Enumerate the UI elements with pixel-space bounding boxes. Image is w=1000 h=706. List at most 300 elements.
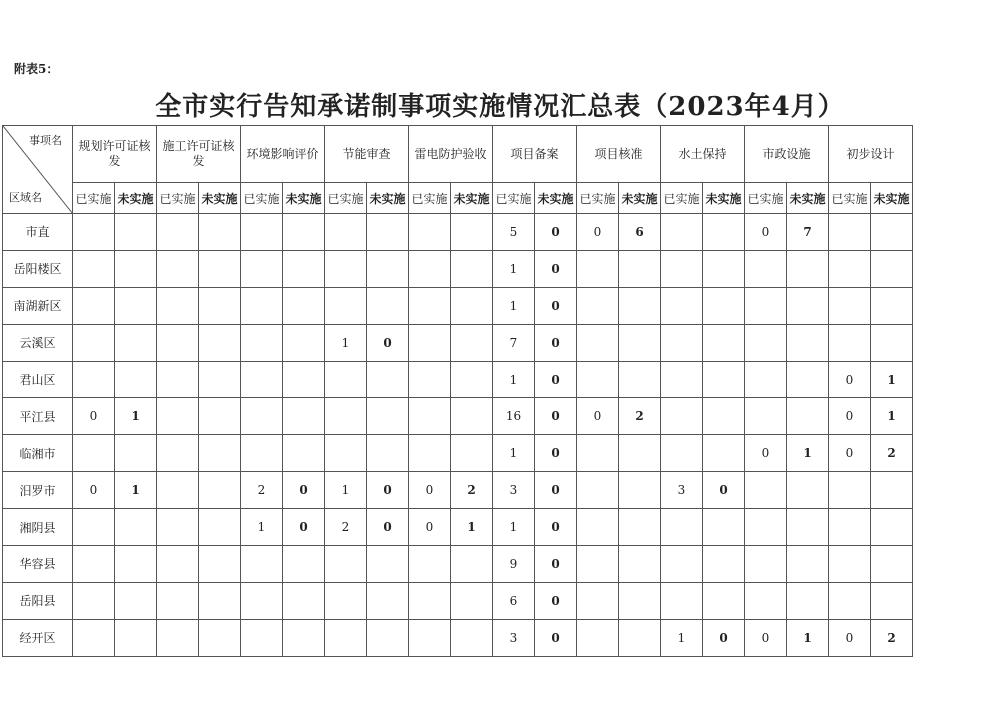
value-cell — [409, 250, 451, 287]
table-row — [3, 546, 913, 583]
value-cell — [745, 287, 787, 324]
value-cell — [115, 546, 157, 583]
value-cell — [199, 435, 241, 472]
value-cell — [73, 287, 115, 324]
value-cell — [745, 509, 787, 546]
value-cell — [661, 509, 703, 546]
value-cell — [409, 398, 451, 435]
value-cell — [409, 435, 451, 472]
region-name: 平江县 — [3, 398, 73, 435]
value-cell: 0 — [535, 472, 577, 509]
sub-header-not-implemented: 未实施 — [367, 183, 409, 214]
appendix-note: 附表5： — [14, 62, 59, 76]
value-cell — [325, 582, 367, 619]
value-cell: 1 — [493, 287, 535, 324]
value-cell: 0 — [535, 546, 577, 583]
sub-header-implemented: 已实施 — [325, 183, 367, 214]
sub-header-not-implemented: 未实施 — [619, 183, 661, 214]
value-cell: 0 — [829, 361, 871, 398]
value-cell: 7 — [493, 324, 535, 361]
value-cell: 0 — [409, 472, 451, 509]
sub-header-implemented: 已实施 — [241, 183, 283, 214]
value-cell — [115, 435, 157, 472]
value-cell: 1 — [493, 509, 535, 546]
value-cell — [241, 324, 283, 361]
value-cell — [241, 214, 283, 251]
value-cell: 2 — [619, 398, 661, 435]
value-cell — [871, 546, 913, 583]
value-cell — [367, 546, 409, 583]
value-cell — [661, 435, 703, 472]
value-cell — [703, 324, 745, 361]
category-header: 规划许可证核发 — [73, 126, 157, 183]
value-cell: 0 — [829, 435, 871, 472]
value-cell — [409, 582, 451, 619]
value-cell — [619, 472, 661, 509]
table-row — [3, 472, 913, 509]
value-cell — [115, 287, 157, 324]
value-cell — [199, 619, 241, 656]
value-cell — [409, 546, 451, 583]
table-row — [3, 398, 913, 435]
value-cell: 0 — [703, 619, 745, 656]
value-cell — [745, 546, 787, 583]
value-cell — [703, 214, 745, 251]
value-cell: 2 — [325, 509, 367, 546]
value-cell — [871, 214, 913, 251]
value-cell: 1 — [241, 509, 283, 546]
value-cell — [283, 582, 325, 619]
region-name: 云溪区 — [3, 324, 73, 361]
category-header: 市政设施 — [745, 126, 829, 183]
value-cell: 0 — [535, 509, 577, 546]
value-cell — [367, 250, 409, 287]
corner-cell — [3, 126, 73, 214]
value-cell — [283, 287, 325, 324]
value-cell — [73, 435, 115, 472]
value-cell — [787, 361, 829, 398]
value-cell — [283, 619, 325, 656]
value-cell — [703, 509, 745, 546]
value-cell: 0 — [535, 582, 577, 619]
value-cell — [451, 324, 493, 361]
value-cell — [661, 324, 703, 361]
value-cell — [829, 287, 871, 324]
value-cell — [661, 582, 703, 619]
category-header: 施工许可证核发 — [157, 126, 241, 183]
value-cell: 0 — [73, 398, 115, 435]
value-cell — [451, 250, 493, 287]
value-cell — [871, 324, 913, 361]
value-cell — [451, 214, 493, 251]
value-cell: 7 — [787, 214, 829, 251]
value-cell — [703, 287, 745, 324]
value-cell — [619, 435, 661, 472]
value-cell — [73, 361, 115, 398]
value-cell — [829, 324, 871, 361]
value-cell — [157, 546, 199, 583]
value-cell — [577, 546, 619, 583]
value-cell — [157, 324, 199, 361]
value-cell — [73, 619, 115, 656]
sub-header-not-implemented: 未实施 — [115, 183, 157, 214]
value-cell — [745, 472, 787, 509]
value-cell — [745, 361, 787, 398]
value-cell — [73, 546, 115, 583]
value-cell — [409, 324, 451, 361]
value-cell — [619, 582, 661, 619]
value-cell — [787, 509, 829, 546]
value-cell — [745, 324, 787, 361]
value-cell: 0 — [745, 619, 787, 656]
value-cell — [199, 214, 241, 251]
category-header: 水土保持 — [661, 126, 745, 183]
value-cell: 9 — [493, 546, 535, 583]
sub-header-implemented: 已实施 — [157, 183, 199, 214]
sub-header-implemented: 已实施 — [409, 183, 451, 214]
value-cell: 6 — [493, 582, 535, 619]
page-title: 全市实行告知承诺制事项实施情况汇总表（2023年4月） — [155, 92, 845, 122]
sub-header-not-implemented: 未实施 — [283, 183, 325, 214]
value-cell: 0 — [829, 619, 871, 656]
value-cell — [787, 250, 829, 287]
value-cell — [787, 287, 829, 324]
value-cell — [115, 361, 157, 398]
value-cell — [199, 472, 241, 509]
value-cell — [409, 287, 451, 324]
region-name: 华容县 — [3, 546, 73, 583]
value-cell — [241, 435, 283, 472]
corner-item-label: 事项名 — [29, 134, 62, 147]
value-cell — [283, 214, 325, 251]
value-cell — [409, 619, 451, 656]
value-cell — [199, 324, 241, 361]
value-cell — [787, 582, 829, 619]
value-cell: 3 — [493, 472, 535, 509]
value-cell — [157, 398, 199, 435]
value-cell — [241, 582, 283, 619]
value-cell: 6 — [619, 214, 661, 251]
value-cell — [157, 509, 199, 546]
value-cell: 0 — [535, 214, 577, 251]
value-cell: 0 — [535, 619, 577, 656]
table-row — [3, 435, 913, 472]
value-cell — [577, 324, 619, 361]
value-cell: 5 — [493, 214, 535, 251]
value-cell — [157, 287, 199, 324]
value-cell — [409, 361, 451, 398]
value-cell — [829, 546, 871, 583]
value-cell — [325, 361, 367, 398]
value-cell — [661, 361, 703, 398]
category-header: 节能审查 — [325, 126, 409, 183]
sub-header-implemented: 已实施 — [577, 183, 619, 214]
category-header: 环境影响评价 — [241, 126, 325, 183]
value-cell — [157, 582, 199, 619]
corner-region-label: 区域名 — [9, 191, 42, 204]
value-cell — [619, 546, 661, 583]
value-cell: 1 — [493, 361, 535, 398]
table-row — [3, 619, 913, 656]
value-cell: 2 — [871, 619, 913, 656]
sub-header-not-implemented: 未实施 — [787, 183, 829, 214]
value-cell — [871, 472, 913, 509]
value-cell — [577, 509, 619, 546]
value-cell — [325, 546, 367, 583]
value-cell — [199, 509, 241, 546]
value-cell — [199, 582, 241, 619]
value-cell — [367, 214, 409, 251]
value-cell — [157, 250, 199, 287]
region-name: 湘阴县 — [3, 509, 73, 546]
value-cell — [745, 582, 787, 619]
value-cell — [115, 324, 157, 361]
value-cell — [829, 509, 871, 546]
value-cell — [283, 361, 325, 398]
value-cell: 0 — [367, 324, 409, 361]
value-cell: 1 — [493, 250, 535, 287]
value-cell — [661, 287, 703, 324]
value-cell — [283, 546, 325, 583]
value-cell: 0 — [829, 398, 871, 435]
category-header: 项目核准 — [577, 126, 661, 183]
table-row — [3, 250, 913, 287]
value-cell — [661, 214, 703, 251]
value-cell — [577, 435, 619, 472]
value-cell: 3 — [493, 619, 535, 656]
value-cell — [115, 582, 157, 619]
value-cell — [871, 250, 913, 287]
value-cell — [577, 361, 619, 398]
value-cell — [73, 250, 115, 287]
value-cell — [241, 619, 283, 656]
value-cell: 1 — [115, 398, 157, 435]
value-cell: 0 — [409, 509, 451, 546]
value-cell — [703, 398, 745, 435]
value-cell — [829, 582, 871, 619]
value-cell — [829, 250, 871, 287]
value-cell: 0 — [535, 435, 577, 472]
value-cell: 2 — [451, 472, 493, 509]
value-cell: 0 — [535, 398, 577, 435]
value-cell — [619, 250, 661, 287]
value-cell: 0 — [535, 324, 577, 361]
value-cell — [703, 361, 745, 398]
value-cell — [115, 509, 157, 546]
sub-header-implemented: 已实施 — [829, 183, 871, 214]
sub-header-implemented: 已实施 — [73, 183, 115, 214]
value-cell: 1 — [787, 435, 829, 472]
value-cell: 0 — [577, 214, 619, 251]
value-cell — [703, 250, 745, 287]
value-cell: 1 — [325, 324, 367, 361]
value-cell: 0 — [535, 361, 577, 398]
value-cell — [787, 398, 829, 435]
value-cell — [871, 287, 913, 324]
category-header: 雷电防护验收 — [409, 126, 493, 183]
sub-header-implemented: 已实施 — [493, 183, 535, 214]
value-cell — [367, 287, 409, 324]
value-cell: 1 — [115, 472, 157, 509]
value-cell — [241, 546, 283, 583]
value-cell — [409, 214, 451, 251]
value-cell: 0 — [283, 509, 325, 546]
value-cell — [241, 361, 283, 398]
value-cell — [451, 546, 493, 583]
value-cell — [577, 619, 619, 656]
value-cell: 0 — [367, 509, 409, 546]
value-cell — [73, 324, 115, 361]
category-header: 初步设计 — [829, 126, 913, 183]
value-cell — [325, 287, 367, 324]
value-cell — [871, 582, 913, 619]
value-cell — [325, 435, 367, 472]
sub-header-not-implemented: 未实施 — [451, 183, 493, 214]
value-cell — [157, 361, 199, 398]
value-cell: 1 — [871, 361, 913, 398]
value-cell — [619, 509, 661, 546]
value-cell — [283, 398, 325, 435]
value-cell — [199, 250, 241, 287]
value-cell — [199, 287, 241, 324]
value-cell: 0 — [535, 250, 577, 287]
value-cell: 0 — [577, 398, 619, 435]
value-cell — [73, 582, 115, 619]
value-cell: 1 — [661, 619, 703, 656]
table-row — [3, 287, 913, 324]
value-cell — [325, 214, 367, 251]
value-cell — [787, 324, 829, 361]
value-cell — [451, 435, 493, 472]
value-cell — [241, 250, 283, 287]
value-cell — [325, 398, 367, 435]
value-cell: 16 — [493, 398, 535, 435]
value-cell — [829, 214, 871, 251]
value-cell — [661, 398, 703, 435]
value-cell: 1 — [325, 472, 367, 509]
value-cell: 0 — [535, 287, 577, 324]
value-cell — [745, 250, 787, 287]
region-name: 岳阳楼区 — [3, 250, 73, 287]
sub-header-not-implemented: 未实施 — [199, 183, 241, 214]
value-cell — [157, 214, 199, 251]
value-cell — [115, 214, 157, 251]
value-cell — [73, 509, 115, 546]
value-cell — [619, 324, 661, 361]
value-cell: 2 — [241, 472, 283, 509]
value-cell — [367, 361, 409, 398]
value-cell — [703, 546, 745, 583]
region-name: 经开区 — [3, 619, 73, 656]
value-cell — [199, 398, 241, 435]
region-name: 君山区 — [3, 361, 73, 398]
value-cell — [703, 435, 745, 472]
value-cell — [451, 398, 493, 435]
value-cell: 1 — [493, 435, 535, 472]
value-cell — [619, 287, 661, 324]
value-cell: 1 — [871, 398, 913, 435]
summary-table — [2, 125, 913, 657]
table-row — [3, 582, 913, 619]
value-cell — [787, 546, 829, 583]
value-cell — [325, 619, 367, 656]
value-cell — [367, 398, 409, 435]
value-cell — [73, 214, 115, 251]
table-row — [3, 214, 913, 251]
value-cell — [115, 619, 157, 656]
value-cell — [661, 546, 703, 583]
value-cell — [283, 324, 325, 361]
value-cell — [703, 582, 745, 619]
value-cell — [241, 398, 283, 435]
value-cell — [157, 472, 199, 509]
value-cell — [829, 472, 871, 509]
value-cell — [661, 250, 703, 287]
region-name: 汨罗市 — [3, 472, 73, 509]
value-cell — [619, 361, 661, 398]
value-cell — [325, 250, 367, 287]
value-cell — [577, 250, 619, 287]
value-cell: 0 — [73, 472, 115, 509]
table-row — [3, 324, 913, 361]
table-row — [3, 509, 913, 546]
sub-header-implemented: 已实施 — [745, 183, 787, 214]
value-cell: 0 — [367, 472, 409, 509]
value-cell — [241, 287, 283, 324]
value-cell — [283, 250, 325, 287]
region-name: 临湘市 — [3, 435, 73, 472]
value-cell: 0 — [745, 435, 787, 472]
value-cell: 2 — [871, 435, 913, 472]
value-cell — [367, 435, 409, 472]
value-cell — [871, 509, 913, 546]
value-cell: 0 — [703, 472, 745, 509]
value-cell: 1 — [451, 509, 493, 546]
region-name: 市直 — [3, 214, 73, 251]
sub-header-not-implemented: 未实施 — [703, 183, 745, 214]
value-cell — [787, 472, 829, 509]
value-cell — [577, 287, 619, 324]
region-name: 岳阳县 — [3, 582, 73, 619]
category-header: 项目备案 — [493, 126, 577, 183]
value-cell — [577, 472, 619, 509]
value-cell: 0 — [745, 214, 787, 251]
value-cell — [115, 250, 157, 287]
value-cell — [199, 361, 241, 398]
value-cell: 1 — [787, 619, 829, 656]
value-cell — [451, 582, 493, 619]
region-name: 南湖新区 — [3, 287, 73, 324]
value-cell — [451, 287, 493, 324]
value-cell — [451, 361, 493, 398]
value-cell — [157, 435, 199, 472]
value-cell — [157, 619, 199, 656]
value-cell: 0 — [283, 472, 325, 509]
sub-header-not-implemented: 未实施 — [535, 183, 577, 214]
value-cell — [451, 619, 493, 656]
value-cell — [367, 582, 409, 619]
sub-header-implemented: 已实施 — [661, 183, 703, 214]
value-cell — [367, 619, 409, 656]
value-cell — [577, 582, 619, 619]
value-cell: 3 — [661, 472, 703, 509]
value-cell — [745, 398, 787, 435]
value-cell — [619, 619, 661, 656]
table-row — [3, 361, 913, 398]
value-cell — [283, 435, 325, 472]
value-cell — [199, 546, 241, 583]
sub-header-not-implemented: 未实施 — [871, 183, 913, 214]
